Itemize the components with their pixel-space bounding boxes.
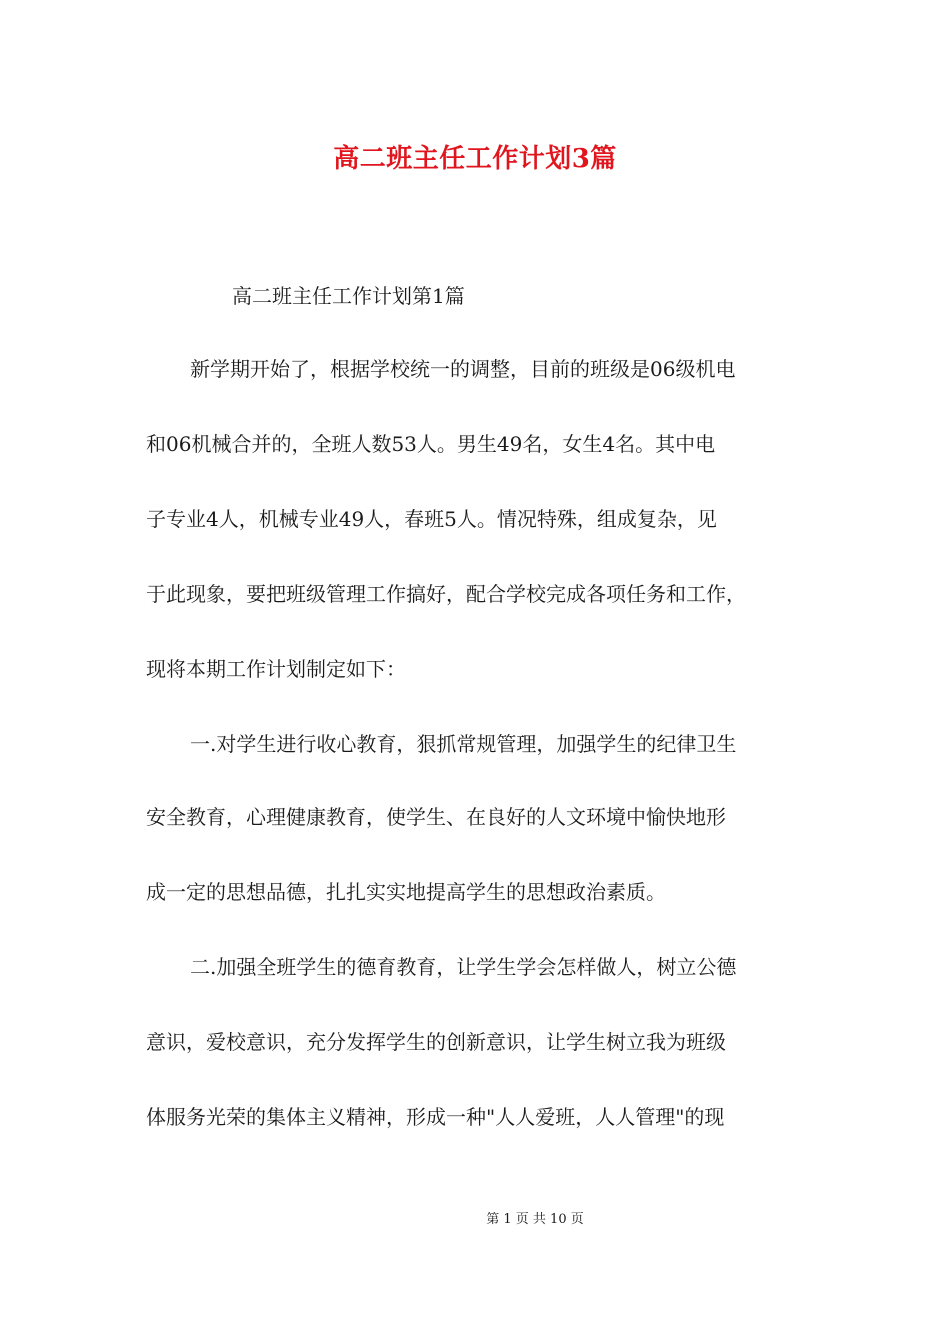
section-heading: 高二班主任工作计划第1篇 — [232, 284, 465, 308]
paragraph-line: 一.对学生进行收心教育，狠抓常规管理，加强学生的纪律卫生 — [190, 732, 737, 756]
page-footer: 第 1 页 共 10 页 — [486, 1212, 584, 1227]
paragraph-line: 子专业4人，机械专业49人，春班5人。情况特殊，组成复杂，见 — [146, 507, 717, 531]
paragraph-line: 现将本期工作计划制定如下： — [146, 657, 406, 681]
paragraph-line: 体服务光荣的集体主义精神，形成一种"人人爱班，人人管理"的现 — [146, 1105, 725, 1129]
document-title: 高二班主任工作计划3篇 — [333, 144, 617, 174]
paragraph-line: 于此现象，要把班级管理工作搞好，配合学校完成各项任务和工作， — [146, 582, 746, 606]
paragraph-line: 意识，爱校意识，充分发挥学生的创新意识，让学生树立我为班级 — [146, 1030, 726, 1054]
paragraph-line: 二.加强全班学生的德育教育，让学生学会怎样做人，树立公德 — [190, 955, 737, 979]
paragraph-line: 和06机械合并的，全班人数53人。男生49名，女生4名。其中电 — [146, 432, 716, 456]
paragraph-line: 成一定的思想品德，扎扎实实地提高学生的思想政治素质。 — [146, 880, 666, 904]
paragraph-line: 安全教育，心理健康教育，使学生、在良好的人文环境中愉快地形 — [146, 805, 726, 829]
paragraph-line: 新学期开始了，根据学校统一的调整，目前的班级是06级机电 — [190, 357, 736, 381]
